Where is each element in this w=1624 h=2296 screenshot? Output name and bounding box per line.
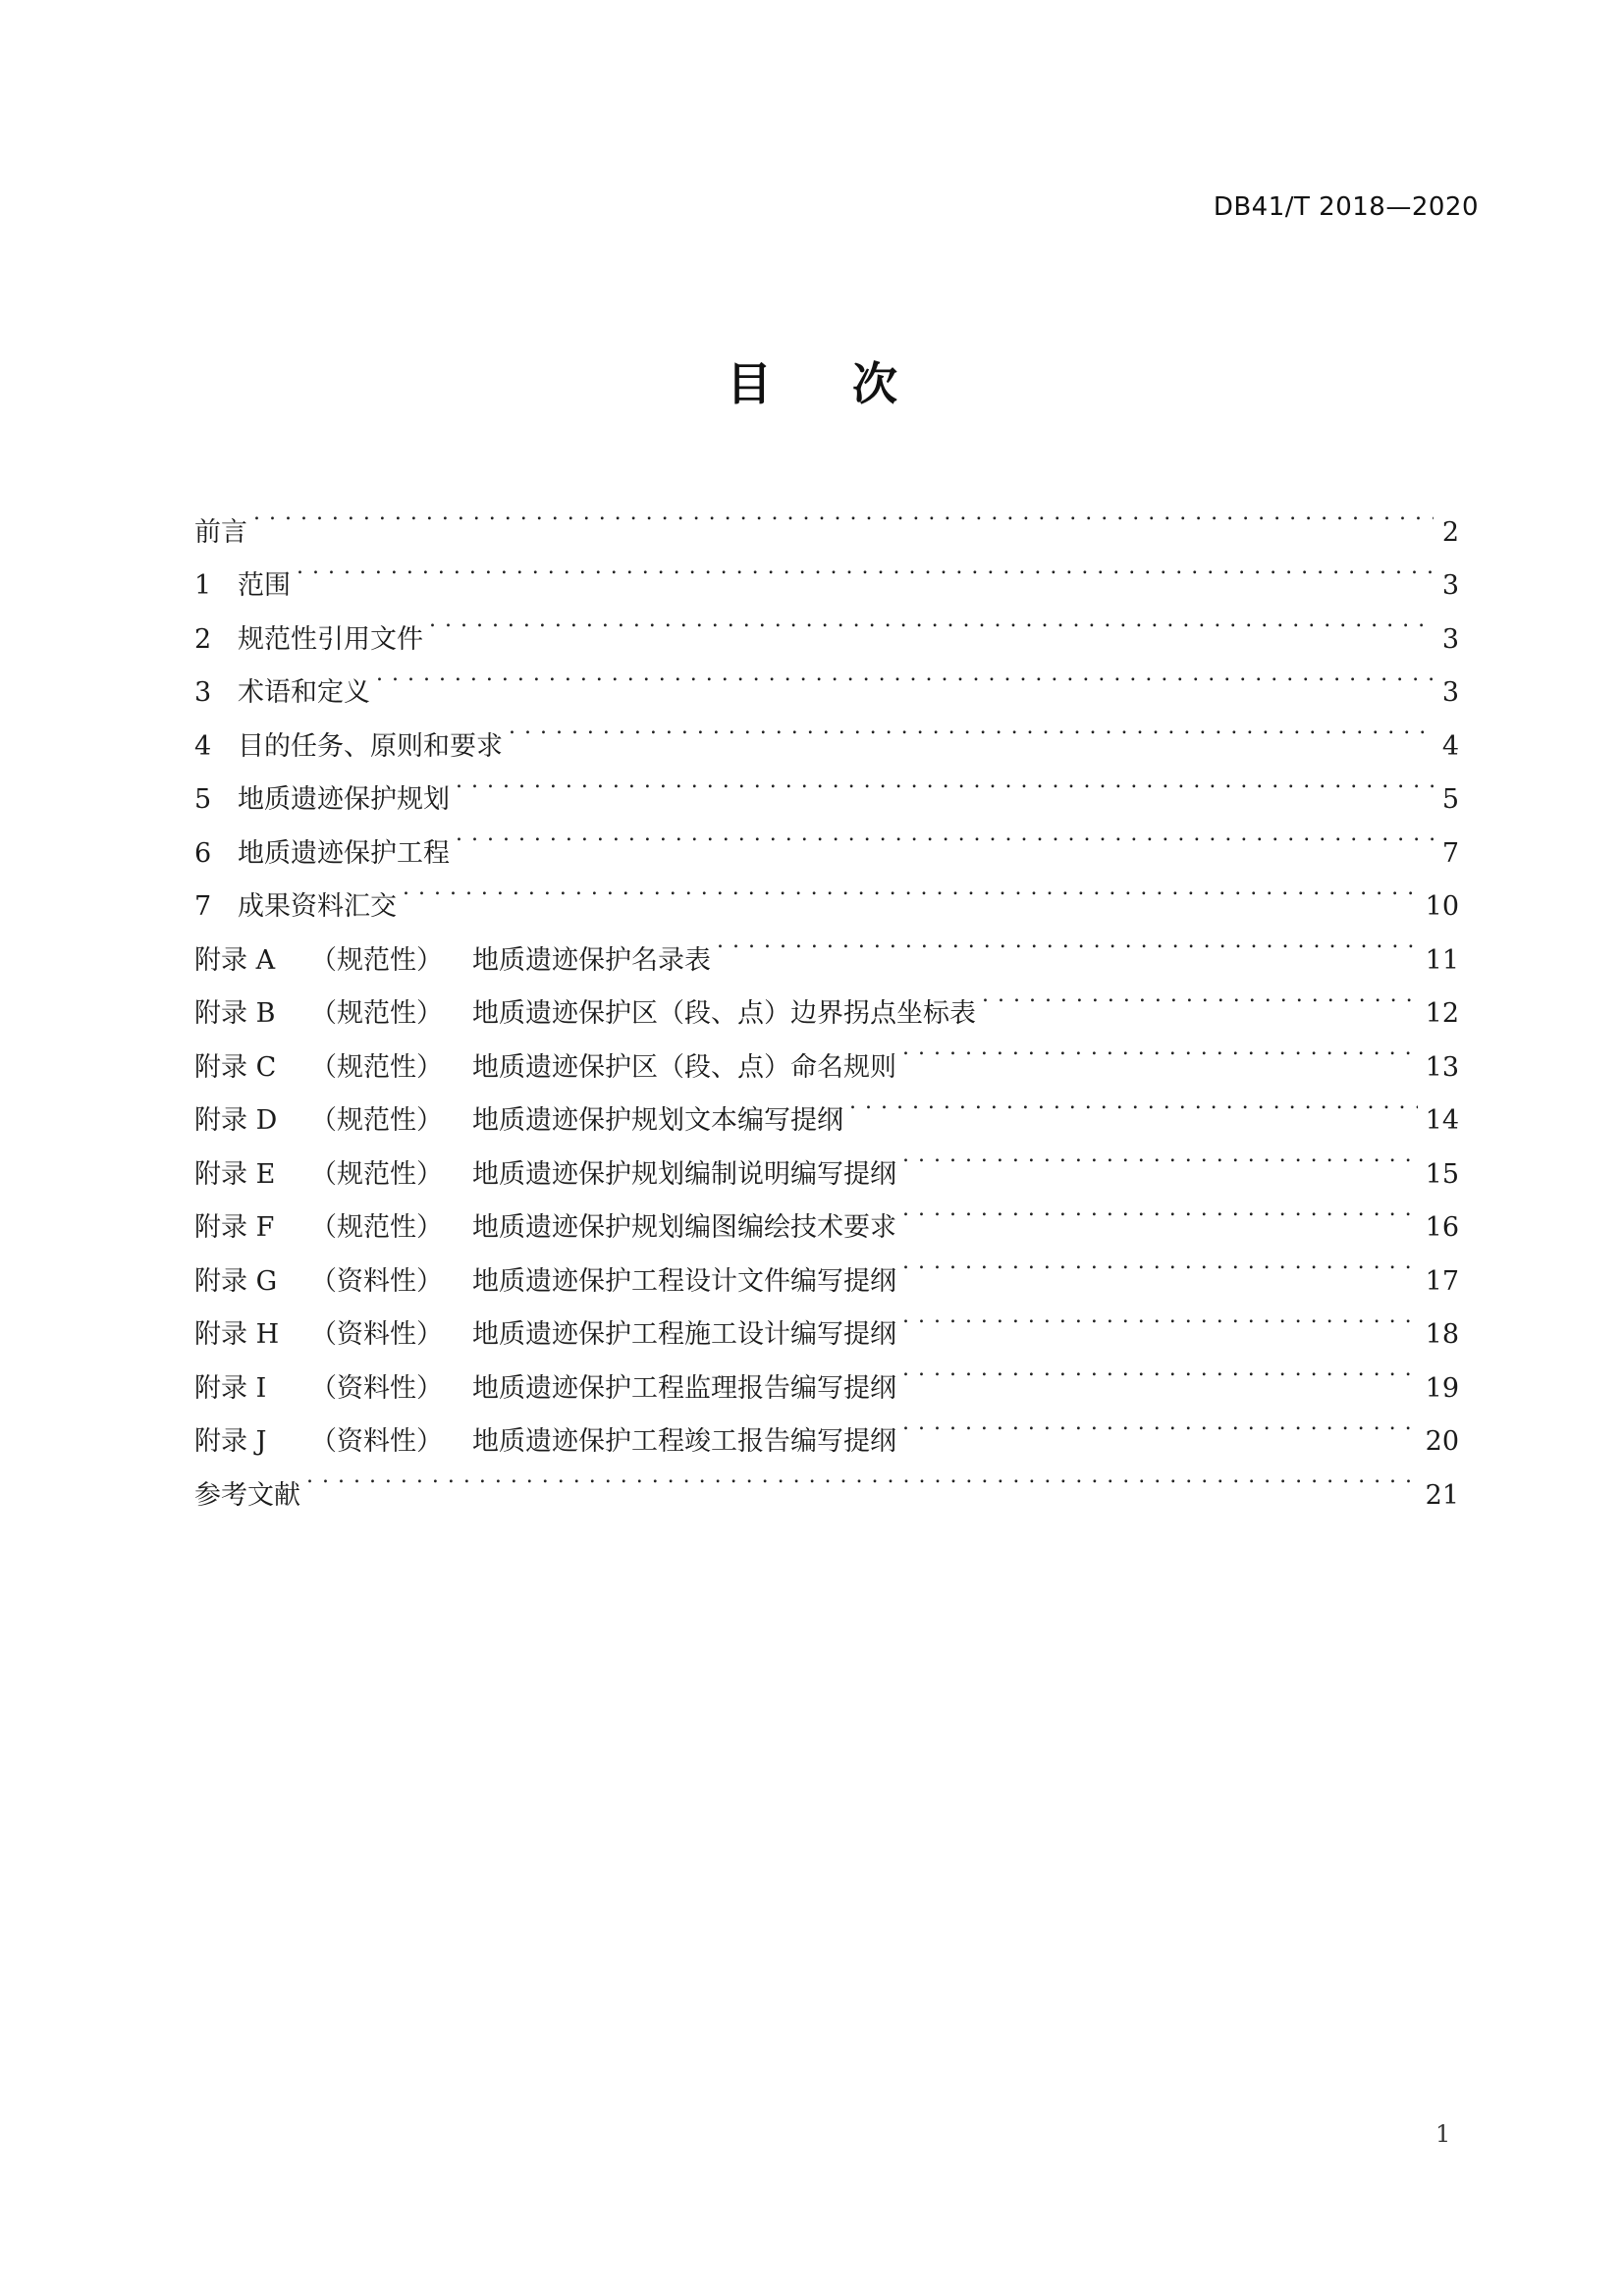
toc-entry[interactable] bbox=[194, 701, 1459, 762]
toc-entry-appendix-label: 附录 B bbox=[194, 998, 276, 1029]
page-title: 目次 bbox=[727, 357, 978, 410]
toc-dot-leader bbox=[902, 1343, 1418, 1397]
toc-dot-leader bbox=[509, 701, 1434, 755]
toc-dot-leader bbox=[902, 1290, 1418, 1344]
toc-dot-leader bbox=[902, 1022, 1418, 1076]
toc-entry-title: 地质遗迹保护名录表 bbox=[472, 944, 711, 976]
toc-entry-appendix-type: （规范性） bbox=[310, 998, 443, 1029]
toc-entry-appendix-label: 附录 F bbox=[194, 1212, 275, 1243]
toc-entry-title: 地质遗迹保护规划文本编写提纲 bbox=[472, 1105, 843, 1136]
toc-entry-page-number: 14 bbox=[1425, 1105, 1459, 1136]
toc-entry-title: 地质遗迹保护区（段、点）命名规则 bbox=[472, 1051, 896, 1083]
toc-entry-page-number: 19 bbox=[1425, 1372, 1459, 1404]
toc-entry-title: 地质遗迹保护规划编图编绘技术要求 bbox=[472, 1212, 896, 1243]
toc-entry[interactable] bbox=[194, 648, 1459, 708]
toc-entry-title: 目的任务、原则和要求 bbox=[238, 730, 503, 762]
toc-entry-title: 地质遗迹保护工程监理报告编写提纲 bbox=[472, 1372, 896, 1404]
toc-entry-number: 6 bbox=[194, 837, 212, 869]
toc-entry-title: 地质遗迹保护工程 bbox=[238, 837, 450, 869]
toc-dot-leader bbox=[403, 862, 1418, 916]
toc-entry-page-number: 3 bbox=[1441, 677, 1459, 708]
toc-entry-title: 规范性引用文件 bbox=[238, 623, 423, 655]
toc-entry-title: 术语和定义 bbox=[238, 677, 370, 708]
toc-entry-appendix-type: （资料性） bbox=[310, 1372, 443, 1404]
toc-entry-title: 参考文献 bbox=[194, 1479, 300, 1511]
toc-entry-appendix-label: 附录 E bbox=[194, 1158, 276, 1190]
toc-dot-leader bbox=[982, 969, 1418, 1023]
toc-entry-page-number: 21 bbox=[1425, 1479, 1459, 1511]
toc-entry-title: 地质遗迹保护工程设计文件编写提纲 bbox=[472, 1265, 896, 1297]
toc-entry-appendix-label: 附录 I bbox=[194, 1372, 267, 1404]
toc-dot-leader bbox=[456, 755, 1434, 809]
toc-entry-page-number: 20 bbox=[1425, 1426, 1459, 1457]
toc-dot-leader bbox=[297, 541, 1434, 595]
toc-entry-appendix-type: （资料性） bbox=[310, 1265, 443, 1297]
toc-dot-leader bbox=[717, 915, 1418, 969]
toc-entry-appendix-label: 附录 A bbox=[194, 944, 276, 976]
toc-entry-appendix-label: 附录 J bbox=[194, 1426, 267, 1457]
toc-dot-leader bbox=[902, 1397, 1418, 1451]
toc-entry-title: 地质遗迹保护工程施工设计编写提纲 bbox=[472, 1319, 896, 1350]
page-number: 1 bbox=[1435, 2120, 1451, 2148]
toc-entry-appendix-type: （规范性） bbox=[310, 944, 443, 976]
document-code: DB41/T 2018—2020 bbox=[1213, 192, 1479, 222]
toc-entry-title: 地质遗迹保护工程竣工报告编写提纲 bbox=[472, 1426, 896, 1457]
toc-entry-number: 4 bbox=[194, 730, 212, 762]
toc-entry-page-number: 17 bbox=[1425, 1265, 1459, 1297]
toc-entry-number: 1 bbox=[194, 570, 212, 601]
toc-entry-number: 5 bbox=[194, 784, 212, 815]
toc-entry-number: 2 bbox=[194, 623, 212, 655]
toc-entry-page-number: 5 bbox=[1441, 784, 1459, 815]
toc-entry-number: 3 bbox=[194, 677, 212, 708]
toc-entry-page-number: 4 bbox=[1441, 730, 1459, 762]
toc-entry[interactable] bbox=[194, 487, 1459, 548]
toc-dot-leader bbox=[253, 487, 1434, 541]
toc-entry-appendix-type: （规范性） bbox=[310, 1158, 443, 1190]
toc-entry-page-number: 11 bbox=[1425, 944, 1459, 976]
toc-entry-appendix-type: （资料性） bbox=[310, 1426, 443, 1457]
toc-entry-page-number: 13 bbox=[1425, 1051, 1459, 1083]
toc-entry-page-number: 18 bbox=[1425, 1319, 1459, 1350]
toc-dot-leader bbox=[902, 1236, 1418, 1290]
toc-entry-page-number: 3 bbox=[1441, 570, 1459, 601]
toc-entry-appendix-type: （规范性） bbox=[310, 1051, 443, 1083]
toc-entry[interactable] bbox=[194, 541, 1459, 601]
toc-entry-title: 前言 bbox=[194, 516, 247, 548]
toc-entry-title: 成果资料汇交 bbox=[238, 891, 397, 922]
toc-dot-leader bbox=[902, 1183, 1418, 1237]
toc-entry-title: 地质遗迹保护规划编制说明编写提纲 bbox=[472, 1158, 896, 1190]
toc-entry-page-number: 10 bbox=[1425, 891, 1459, 922]
toc-entry-title: 地质遗迹保护区（段、点）边界拐点坐标表 bbox=[472, 998, 976, 1029]
toc-entry[interactable] bbox=[194, 1450, 1459, 1511]
toc-entry-page-number: 2 bbox=[1441, 516, 1459, 548]
toc-entry-number: 7 bbox=[194, 891, 212, 922]
toc-dot-leader bbox=[429, 594, 1434, 648]
toc-entry-appendix-label: 附录 H bbox=[194, 1319, 280, 1350]
toc-entry-page-number: 16 bbox=[1425, 1212, 1459, 1243]
toc-entry-appendix-type: （规范性） bbox=[310, 1212, 443, 1243]
toc-entry-page-number: 12 bbox=[1425, 998, 1459, 1029]
toc-entry-page-number: 7 bbox=[1441, 837, 1459, 869]
toc-entry-appendix-type: （资料性） bbox=[310, 1319, 443, 1350]
toc-dot-leader bbox=[902, 1129, 1418, 1183]
toc-entry-title: 地质遗迹保护规划 bbox=[238, 784, 450, 815]
table-of-contents bbox=[194, 487, 1459, 1511]
toc-dot-leader bbox=[456, 808, 1434, 862]
toc-dot-leader bbox=[849, 1076, 1418, 1130]
toc-entry-page-number: 15 bbox=[1425, 1158, 1459, 1190]
toc-entry-appendix-label: 附录 G bbox=[194, 1265, 278, 1297]
toc-entry-appendix-label: 附录 D bbox=[194, 1105, 278, 1136]
toc-dot-leader bbox=[376, 648, 1434, 702]
toc-dot-leader bbox=[306, 1450, 1418, 1504]
toc-entry-page-number: 3 bbox=[1441, 623, 1459, 655]
toc-entry[interactable] bbox=[194, 594, 1459, 655]
toc-entry-appendix-label: 附录 C bbox=[194, 1051, 277, 1083]
toc-entry-appendix-type: （规范性） bbox=[310, 1105, 443, 1136]
toc-entry-title: 范围 bbox=[238, 570, 291, 601]
